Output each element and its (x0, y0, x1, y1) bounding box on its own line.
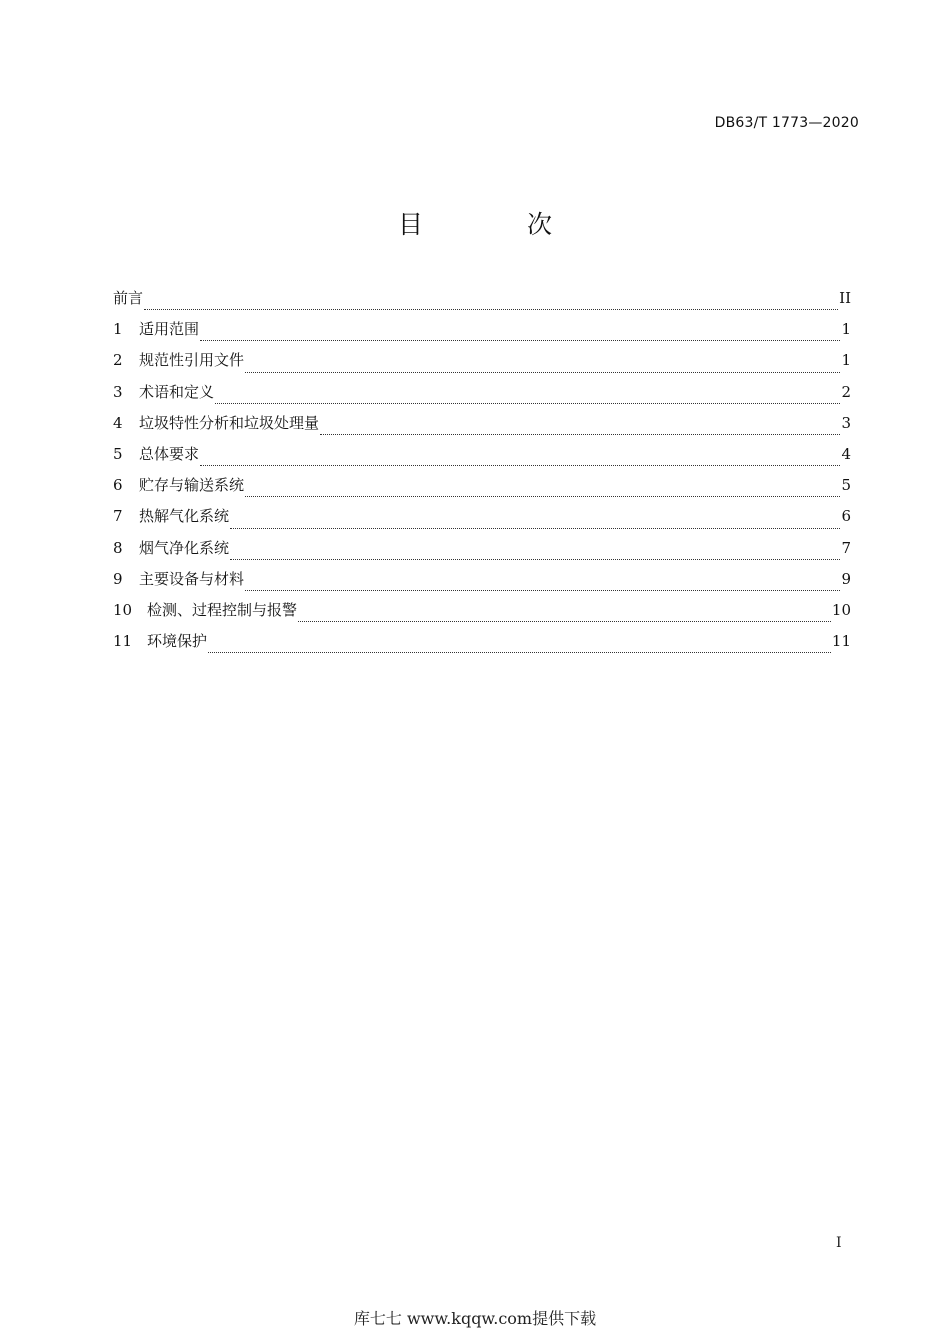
toc-entry-number: 6 (113, 476, 123, 495)
page-number: I (836, 1235, 842, 1251)
toc-entry[interactable] (113, 505, 851, 536)
standard-code: DB63/T 1773—2020 (714, 115, 859, 131)
toc-entry-number: 11 (113, 632, 133, 651)
toc-leader-dots (320, 433, 840, 435)
toc-entry-number: 5 (113, 444, 123, 463)
toc-entry-number: 7 (113, 507, 123, 526)
toc-entry[interactable] (113, 599, 851, 630)
toc-entry-number: 4 (113, 413, 123, 432)
toc-entry-label: 环境保护 (147, 632, 208, 651)
toc-leader-dots (245, 371, 840, 373)
toc-entry-page: 1 (841, 320, 851, 339)
toc-entry-label: 规范性引用文件 (139, 351, 245, 370)
toc-entry[interactable] (113, 537, 851, 568)
toc-entry-label: 垃圾特性分析和垃圾处理量 (139, 413, 320, 432)
page-title: 目 次 (398, 210, 600, 239)
toc-entry-label: 适用范围 (139, 320, 200, 339)
toc-leader-dots (200, 464, 840, 466)
toc-entry-label: 主要设备与材料 (139, 569, 245, 588)
toc-entry[interactable] (113, 381, 851, 412)
toc-leader-dots (230, 558, 840, 560)
toc-entry[interactable] (113, 630, 851, 661)
toc-entry-page: 4 (841, 444, 851, 463)
toc-entry-page: 5 (841, 476, 851, 495)
toc-entry[interactable] (113, 412, 851, 443)
toc-leader-dots (245, 495, 840, 497)
toc-entry-page: 7 (841, 538, 851, 557)
toc-entry-number: 3 (113, 382, 123, 401)
toc-entry-label: 术语和定义 (139, 382, 215, 401)
toc-entry-number: 2 (113, 351, 123, 370)
toc-entry[interactable] (113, 318, 851, 349)
toc-entry[interactable] (113, 287, 851, 318)
toc-leader-dots (215, 402, 840, 404)
download-footer: 库七七 www.kqqw.com提供下载 (353, 1309, 597, 1328)
toc-leader-dots (230, 527, 840, 529)
table-of-contents (113, 287, 851, 661)
toc-entry-page: II (839, 289, 851, 307)
toc-entry[interactable] (113, 349, 851, 380)
toc-entry-label: 烟气净化系统 (139, 538, 230, 557)
toc-entry-page: 10 (831, 600, 851, 619)
toc-entry-number: 9 (113, 569, 123, 588)
toc-leader-dots (200, 339, 840, 341)
toc-entry-label: 贮存与输送系统 (139, 476, 245, 495)
toc-entry-number: 8 (113, 538, 123, 557)
toc-entry[interactable] (113, 474, 851, 505)
toc-entry-page: 11 (831, 632, 851, 651)
toc-entry-page: 3 (841, 413, 851, 432)
toc-leader-dots (208, 651, 831, 653)
toc-entry-label: 检测、过程控制与报警 (147, 600, 298, 619)
toc-entry[interactable] (113, 443, 851, 474)
toc-entry-page: 6 (841, 507, 851, 526)
toc-entry-label: 总体要求 (139, 444, 200, 463)
toc-entry-number: 10 (113, 600, 133, 619)
toc-leader-dots (298, 620, 831, 622)
toc-entry-number: 1 (113, 320, 123, 339)
toc-entry-label: 前言 (113, 289, 144, 307)
toc-entry-label: 热解气化系统 (139, 507, 230, 526)
toc-entry-page: 1 (841, 351, 851, 370)
toc-entry-page: 2 (841, 382, 851, 401)
toc-leader-dots (144, 308, 838, 310)
toc-entry-page: 9 (841, 569, 851, 588)
toc-leader-dots (245, 589, 840, 591)
toc-entry[interactable] (113, 568, 851, 599)
